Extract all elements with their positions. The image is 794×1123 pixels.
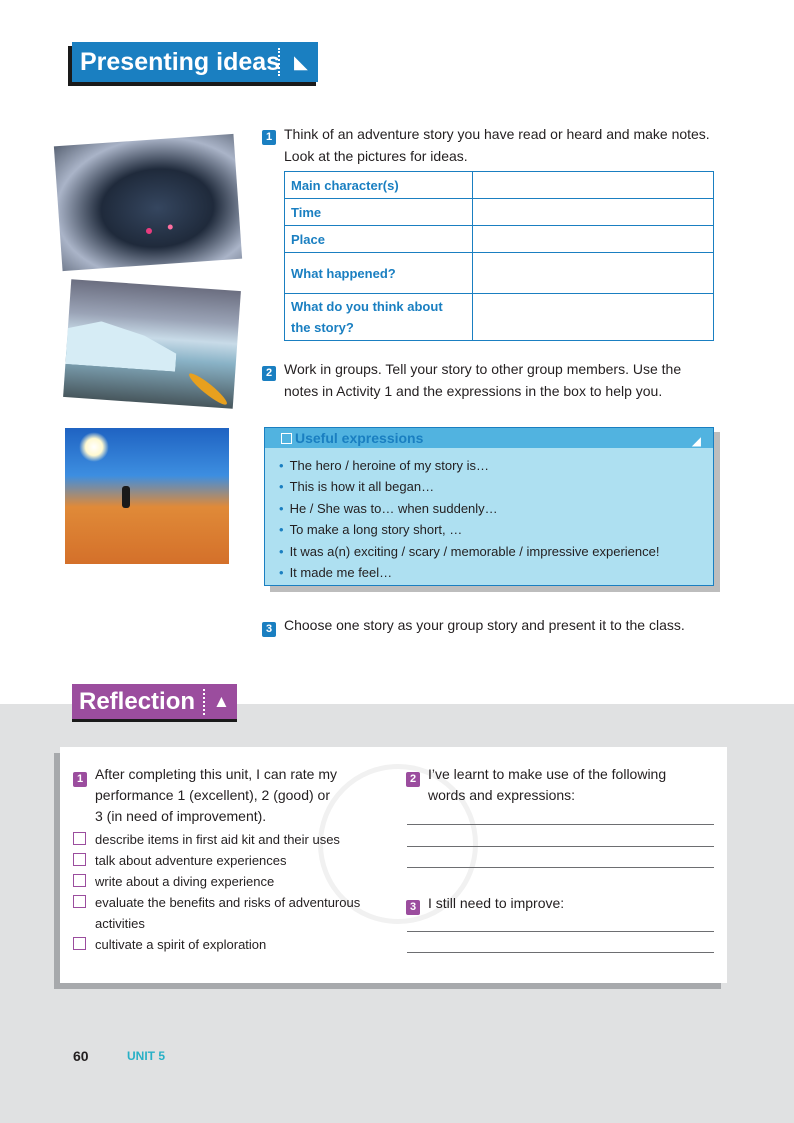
reflection-2-line: words and expressions: <box>428 787 576 803</box>
reflection-1-text <box>95 764 385 827</box>
reflection-1-line: After completing this unit, I can rate my <box>95 766 337 782</box>
explorer-light <box>146 228 152 234</box>
notes-table <box>284 171 714 341</box>
table-row <box>285 294 714 341</box>
checklist-item[interactable]: talk about adventure experiences <box>73 850 393 871</box>
reflection-2-number: 2 <box>406 769 420 787</box>
activity-3-text: Choose one story as your group story and present it to the class. <box>284 617 685 633</box>
kayak-shape <box>186 370 230 408</box>
activity-2-number: 2 <box>262 363 276 381</box>
square-icon <box>281 433 292 444</box>
list-item: • The hero / heroine of my story is… <box>279 458 489 473</box>
table-row <box>285 172 714 199</box>
checkbox[interactable] <box>73 937 86 950</box>
activity-1-line: Think of an adventure story you have read or heard and make notes. <box>284 126 710 142</box>
activity-2-line: notes in Activity 1 and the expressions in the box to help you. <box>284 383 663 399</box>
expressions-list <box>279 455 659 583</box>
bullet-icon: • <box>279 522 284 538</box>
bullet-icon: • <box>279 543 284 559</box>
banner-divider <box>203 689 205 715</box>
triangle-icon: ◣ <box>294 52 308 72</box>
notes-cell[interactable] <box>472 226 713 253</box>
notes-cell[interactable] <box>472 172 713 199</box>
notes-cell[interactable] <box>472 253 713 294</box>
writing-line[interactable] <box>407 867 714 868</box>
bullet-icon: • <box>279 479 284 495</box>
table-row <box>285 199 714 226</box>
checklist-item[interactable]: cultivate a spirit of exploration <box>73 934 393 955</box>
glacier-kayak-photo <box>63 279 241 409</box>
checkbox[interactable] <box>73 895 86 908</box>
notes-cell[interactable] <box>472 199 713 226</box>
bullet-icon: • <box>279 458 284 473</box>
writing-line[interactable] <box>407 931 714 932</box>
unit-label: UNIT 5 <box>127 1049 166 1063</box>
reflection-2-text <box>428 764 718 806</box>
bullet-icon: • <box>279 500 284 516</box>
row-label: Place <box>285 226 473 253</box>
row-label: What do you think about the story? <box>285 294 473 341</box>
reflection-3-text: I still need to improve: <box>428 895 565 911</box>
section-title: Presenting ideas <box>80 48 281 76</box>
checklist-item[interactable]: evaluate the benefits and risks of adventurous <box>73 892 393 913</box>
expressions-title: Useful expressions <box>295 430 424 446</box>
reflection-1-line: performance 1 (excellent), 2 (good) or <box>95 787 330 803</box>
activity-1-line: Look at the pictures for ideas. <box>284 148 468 164</box>
iceberg-shape <box>65 319 178 372</box>
reflection-title: Reflection <box>79 688 196 715</box>
checklist-item[interactable]: write about a diving experience <box>73 871 393 892</box>
list-item: • To make a long story short, … <box>279 522 463 538</box>
activity-3-number: 3 <box>262 619 276 637</box>
reflection-2-line: I’ve learnt to make use of the following <box>428 766 667 782</box>
notes-cell[interactable] <box>472 294 713 341</box>
page-number: 60 <box>73 1048 89 1064</box>
activity-1-text <box>284 123 724 167</box>
list-item: • It made me feel… <box>279 565 393 581</box>
skills-checklist <box>73 829 393 955</box>
corner-triangle-icon: ◢ <box>691 434 701 448</box>
reflection-3-number: 3 <box>406 897 420 915</box>
table-row <box>285 226 714 253</box>
row-label: What happened? <box>285 253 473 294</box>
writing-line[interactable] <box>407 952 714 953</box>
reflection-1-line: 3 (in need of improvement). <box>95 808 267 824</box>
checkbox[interactable] <box>73 874 86 887</box>
hiker-shape <box>122 486 130 508</box>
activity-2-line: Work in groups. Tell your story to other group members. Use the <box>284 361 682 377</box>
expressions-header <box>265 428 713 448</box>
checklist-item-continued: activities <box>95 916 145 931</box>
checkbox[interactable] <box>73 853 86 866</box>
activity-2-text <box>284 358 724 402</box>
checkbox[interactable] <box>73 832 86 845</box>
list-item: • This is how it all began… <box>279 479 435 495</box>
desert-hiker-photo <box>65 428 229 564</box>
activity-1-number: 1 <box>262 127 276 145</box>
list-item: • It was a(n) exciting / scary / memorable / impressive experience! <box>279 543 660 559</box>
banner-divider <box>278 48 280 76</box>
up-triangle-icon: ▲ <box>213 692 230 711</box>
table-row <box>285 253 714 294</box>
explorer-light <box>168 224 173 229</box>
bullet-icon: • <box>279 565 284 581</box>
list-item: • He / She was to… when suddenly… <box>279 500 498 516</box>
writing-line[interactable] <box>407 846 714 847</box>
useful-expressions-box <box>264 427 714 586</box>
row-label: Time <box>285 199 473 226</box>
row-label: Main character(s) <box>285 172 473 199</box>
reflection-1-number: 1 <box>73 769 87 787</box>
cave-photo <box>54 134 242 271</box>
sun-shape <box>79 432 109 462</box>
presenting-ideas-banner <box>72 42 318 82</box>
writing-line[interactable] <box>407 824 714 825</box>
checklist-item[interactable]: describe items in first aid kit and their uses <box>73 829 393 850</box>
reflection-banner <box>72 684 237 722</box>
